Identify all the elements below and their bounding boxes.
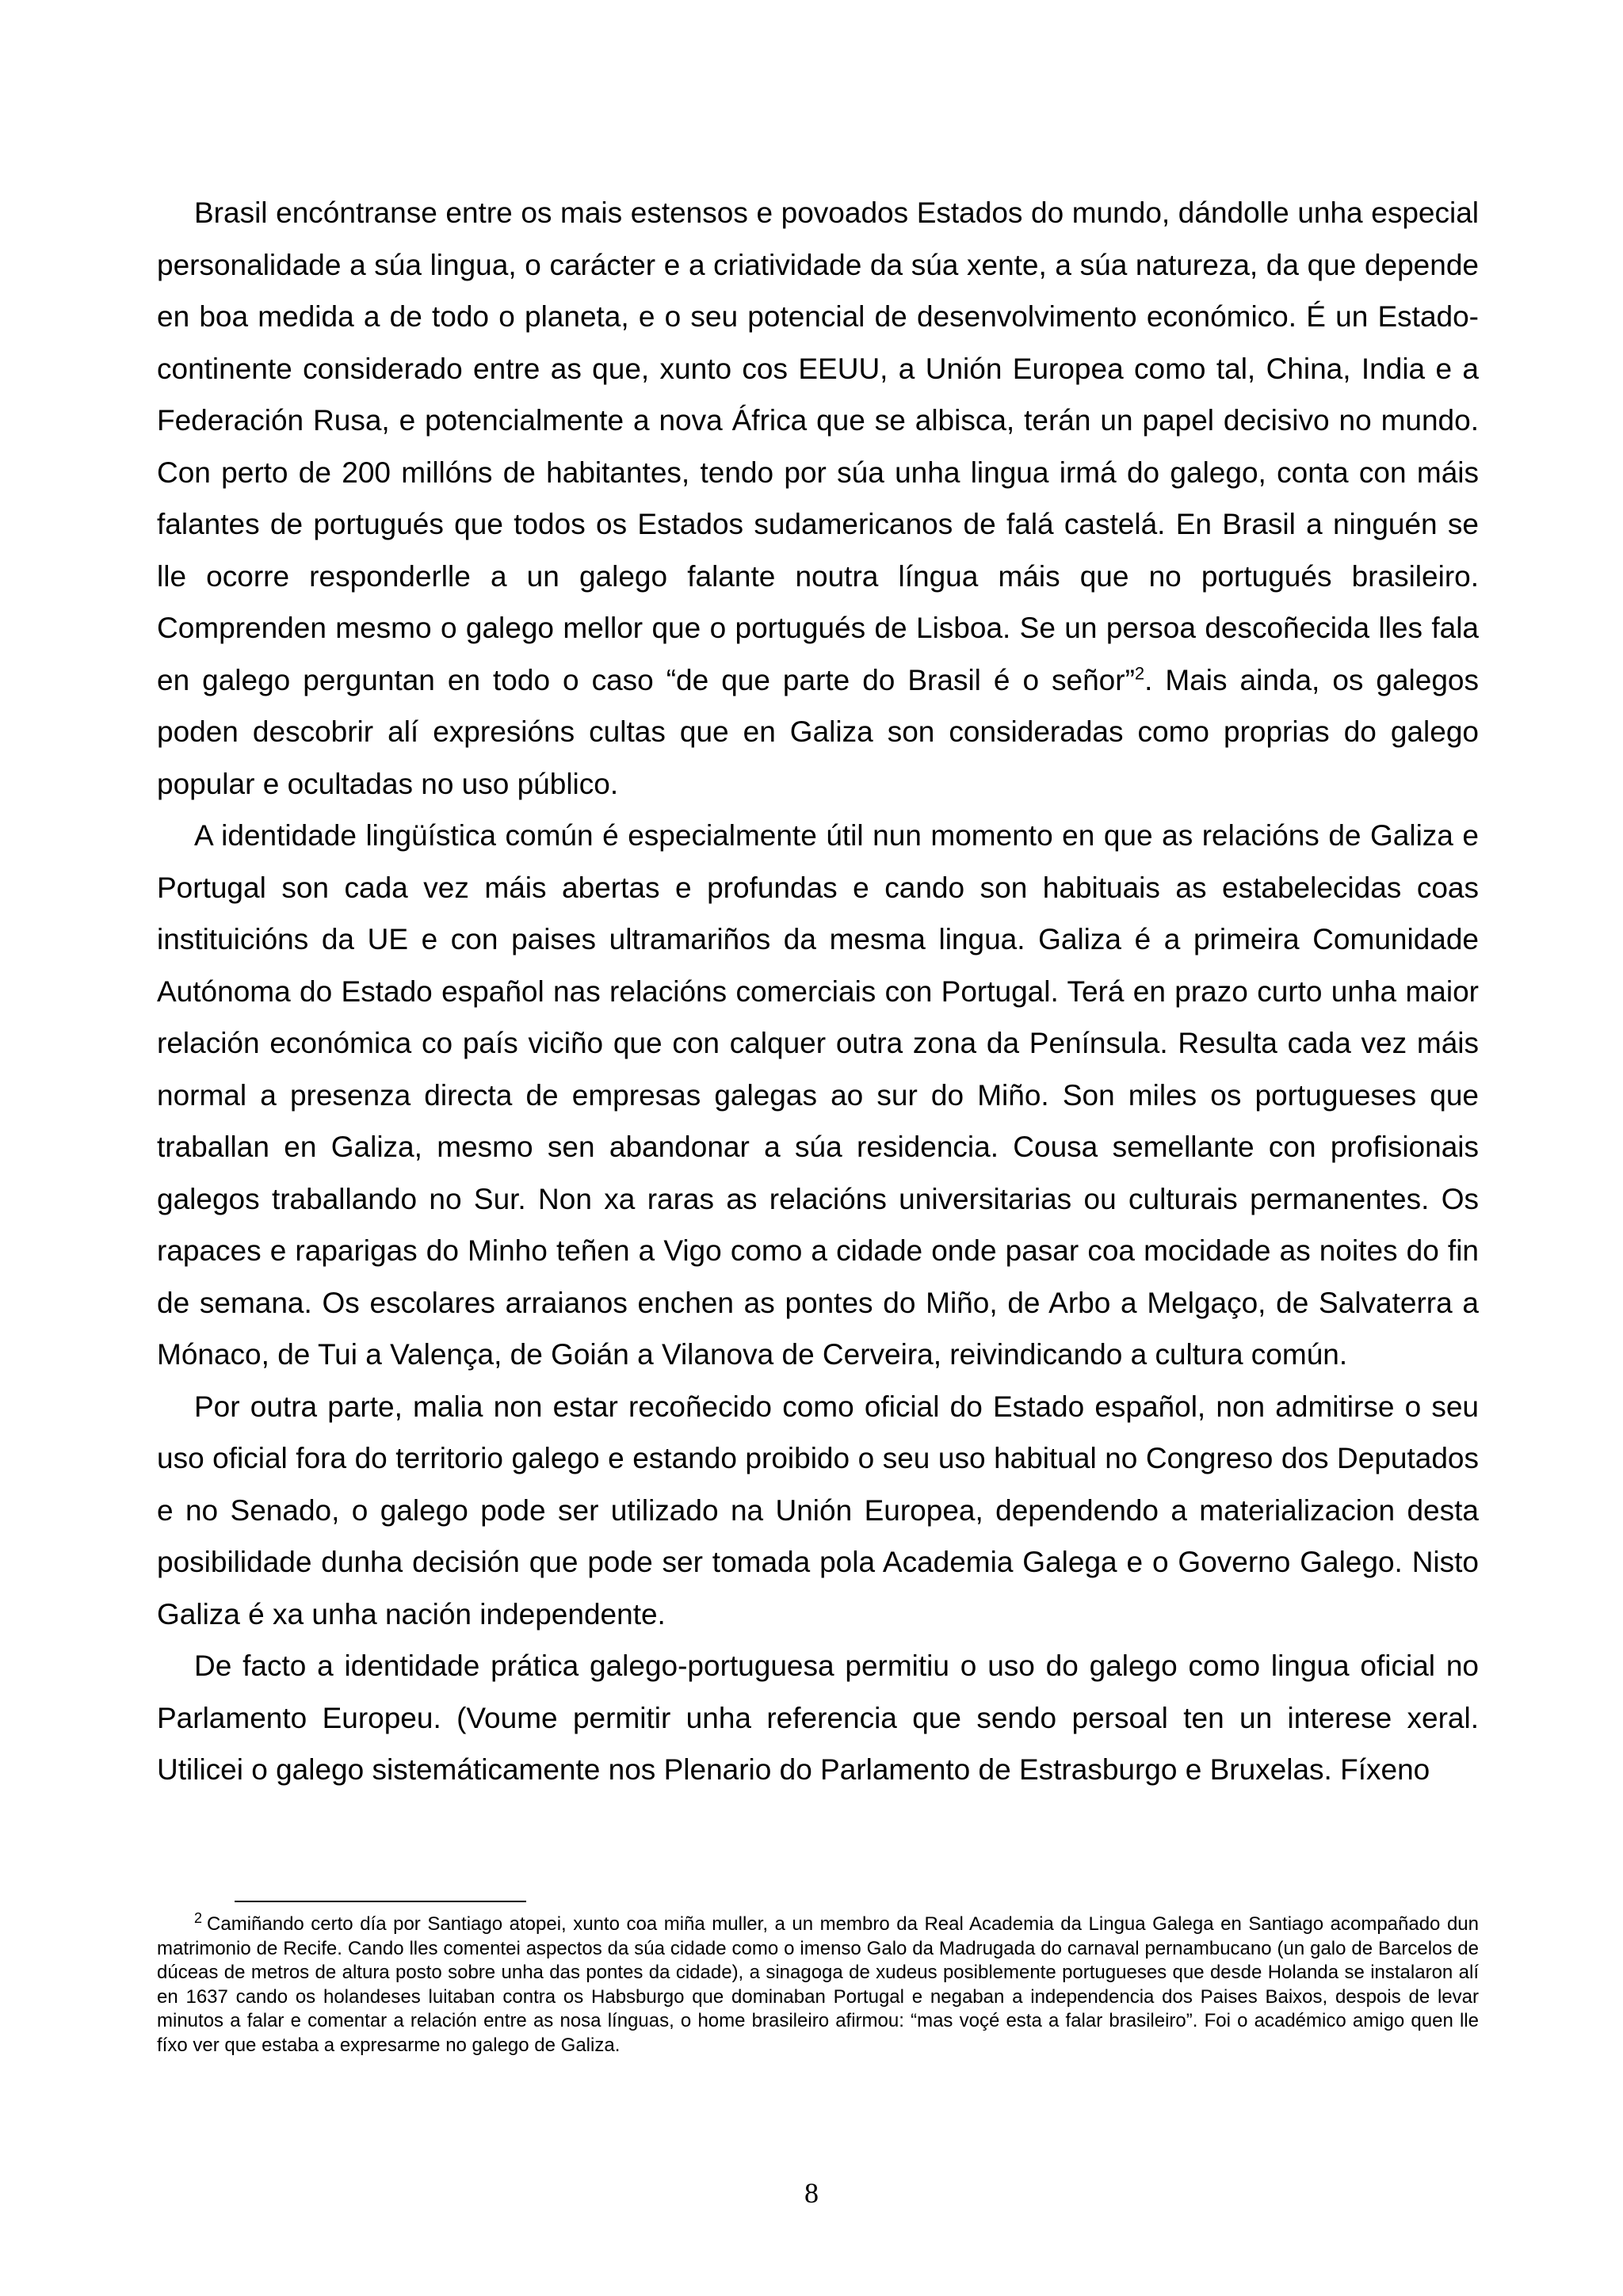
footnote-paragraph <box>157 1910 1479 2058</box>
footnote-mark: 2 <box>194 1910 203 1926</box>
footnote-text: Camiñando certo día por Santiago atopei, xunto coa miña muller, a un membro da Real Academia da Lingua Galega en Santiago acompañado dun matrimonio de Recife. Cando lles comentei aspectos da súa cidade como o imenso Galo da Madrugada do carnaval pernambucano (un galo de Barcelos de dúceas de metros de altura posto sobre unha das pontes da cidade), a sinagoga de xudeus posiblemente portugueses que desde Holanda se instalaron alí en 1637 cando os holandeses luitaban contra os Habsburgo que dominaban Portugal e negaban a independencia dos Paises Baixos, despois de levar minutos a falar e comentar a relación entre as nosa línguas, o home brasileiro afirmou: “mas voçé esta a falar brasileiro”. Foi o académico amigo quen lle fíxo ver que estaba a expresarme no galego de Galiza. <box>157 1913 1479 2056</box>
paragraph-4: De facto a identidade prática galego-portuguesa permitiu o uso do galego como lingua oficial no Parlamento Europeu. (Voume permitir unha referencia que sendo persoal ten un interese xeral. Utilicei o galego sistemáticamente nos Plenario do Parlamento de Estrasburgo e Bruxelas. Fíxeno <box>157 1650 1479 1786</box>
footnote-reference: 2 <box>1134 663 1145 684</box>
paragraph-1-tail: . Mais ainda, os galegos poden descobrir alí expresións cultas que en Galiza son consideradas como proprias do galego popular e ocultadas no uso público. <box>157 663 1479 800</box>
paragraph-3: Por outra parte, malia non estar recoñecido como oficial do Estado español, non admitirse o seu uso oficial fora do territorio galego e estando proibido o seu uso habitual no Congreso dos Deputados e no Senado, o galego pode ser utilizado na Unión Europea, dependendo a materializacion desta posibilidade dunha decisión que pode ser tomada pola Academia Galega e o Governo Galego. Nisto Galiza é xa unha nación independente. <box>157 1390 1479 1630</box>
footnote-divider <box>235 1901 526 1902</box>
paragraph-1 <box>157 187 1479 810</box>
paragraph-2: A identidade lingüística común é especialmente útil nun momento en que as relacións de Galiza e Portugal son cada vez máis abertas e profundas e cando son habituais as estabelecidas coas instituicións da UE e con paises ultramariños da mesma lingua. Galiza é a primeira Comunidade Autónoma do Estado español nas relacións comerciais con Portugal. Terá en prazo curto unha maior relación económica co país viciño que con calquer outra zona da Península. Resulta cada vez máis normal a presenza directa de empresas galegas ao sur do Miño. Son miles os portugueses que traballan en Galiza, mesmo sen abandonar a súa residencia. Cousa semellante con profisionais galegos traballando no Sur. Non xa raras as relacións universitarias ou culturais permanentes. Os rapaces e raparigas do Minho teñen a Vigo como a cidade onde pasar coa mocidade as noites do fin de semana. Os escolares arraianos enchen as pontes do Miño, de Arbo a Melgaço, de Salvaterra a Mónaco, de Tui a Valença, de Goián a Vilanova de Cerveira, reivindicando a cultura común. <box>157 819 1479 1371</box>
paragraph-1-text: Brasil encóntranse entre os mais estensos e povoados Estados do mundo, dándolle unha especial personalidade a súa lingua, o carácter e a criatividade da súa xente, a súa natureza, da que depende en boa medida a de todo o planeta, e o seu potencial de desenvolvimento económico. É un Estado-continente considerado entre as que, xunto cos EEUU, a Unión Europea como tal, China, India e a Federación Rusa, e potencialmente a nova África que se albisca, terán un papel decisivo no mundo. Con perto de 200 millóns de habitantes, tendo por súa unha lingua irmá do galego, conta con máis falantes de portugués que todos os Estados sudamericanos de falá castelá. En Brasil a ninguén se lle ocorre responderlle a un galego falante noutra língua máis que no portugués brasileiro. Comprenden mesmo o galego mellor que o portugués de Lisboa. Se un persoa descoñecida lles fala en galego perguntan en todo o caso “de que parte do Brasil é o señor” <box>157 196 1479 696</box>
body-text <box>157 187 1479 1796</box>
page-number: 8 <box>804 2177 819 2209</box>
footnote <box>157 1910 1479 2058</box>
